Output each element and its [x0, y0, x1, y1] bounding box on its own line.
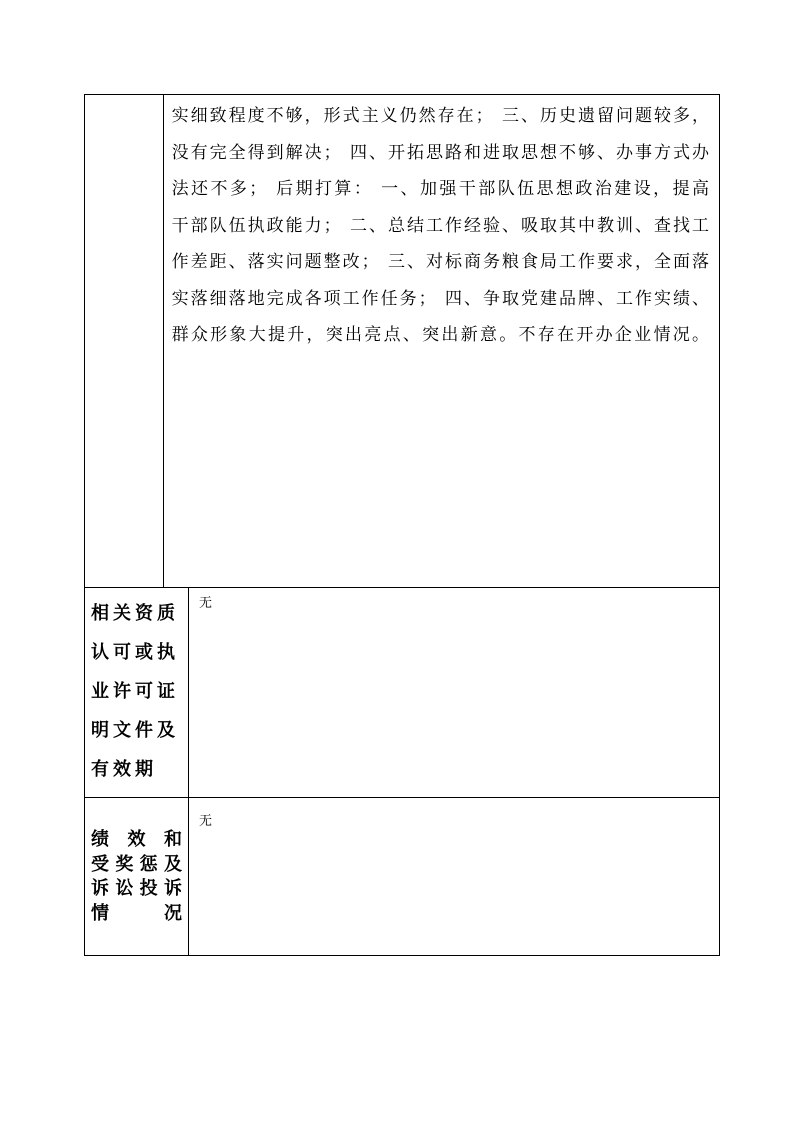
info-table — [84, 94, 720, 956]
content-line: 实落细落地完成各项工作任务； 四、争取党建品牌、工作实绩、 — [171, 288, 711, 309]
label-line: 相关资质 — [91, 603, 179, 624]
label-line: 认可或执 — [91, 642, 179, 663]
content-line: 干部队伍执政能力； 二、总结工作经验、吸取其中教训、查找工 — [171, 215, 711, 236]
row-label-performance — [85, 798, 189, 955]
content-line: 没有完全得到解决； 四、开拓思路和进取思想不够、办事方式办 — [171, 142, 711, 163]
label-line: 绩 效 和 — [91, 829, 182, 850]
content-line: 群众形象大提升，突出亮点、突出新意。不存在开办企业情况。 — [171, 325, 711, 345]
row-label-qualification — [85, 588, 189, 797]
qualification-content: 无 — [199, 596, 213, 611]
content-line: 作差距、落实问题整改； 三、对标商务粮食局工作要求，全面落 — [171, 252, 711, 272]
label-line: 有效期 — [91, 759, 157, 780]
row-label-empty — [85, 95, 164, 587]
content-line: 法还不多； 后期打算： 一、加强干部队伍思想政治建设，提高 — [171, 179, 711, 199]
performance-content: 无 — [199, 814, 213, 829]
label-line: 明文件及 — [91, 720, 179, 741]
label-line: 情 况 — [91, 902, 182, 924]
content-line: 实细致程度不够，形式主义仍然存在； 三、历史遗留问题较多， — [171, 106, 711, 126]
label-line: 受奖惩及 — [91, 853, 182, 875]
table-row-summary — [85, 95, 719, 588]
table-row-performance — [85, 798, 719, 955]
label-line: 业许可证 — [91, 681, 179, 702]
summary-content — [164, 95, 719, 587]
label-line: 诉讼投诉 — [91, 878, 182, 899]
table-row-qualification — [85, 588, 719, 798]
